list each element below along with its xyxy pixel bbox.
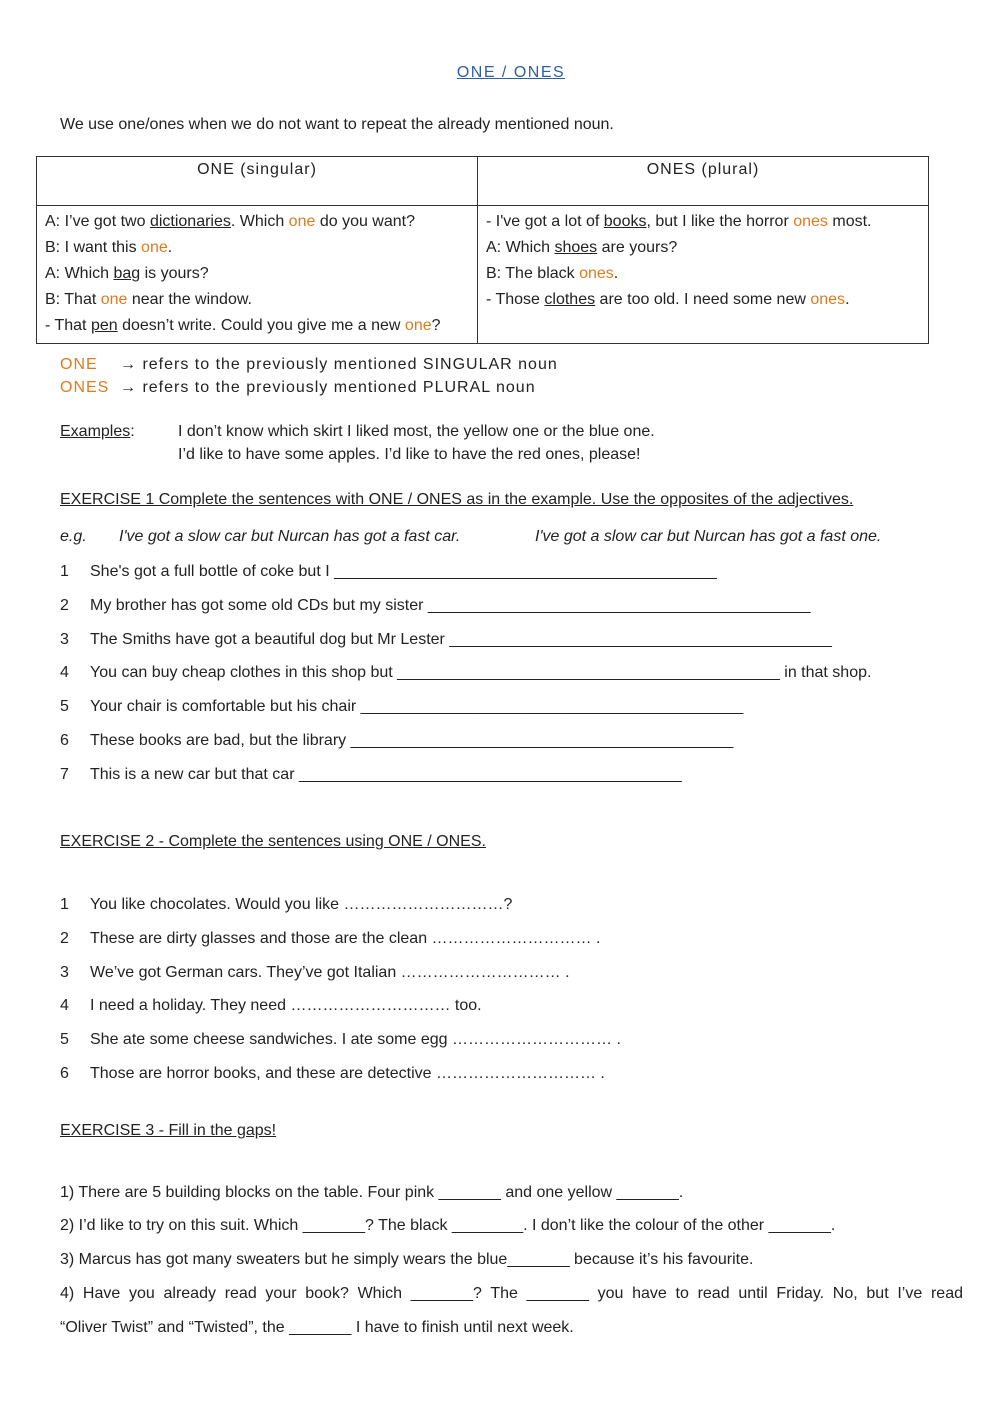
ex2-sentence: She ate some cheese sandwiches. I ate some egg ………………………… . [90,1031,621,1048]
ex3-sentence: 4) Have you already read your book? Which _______? The _______ you have to read until Friday. No, but I’ve read [60,1285,963,1302]
plural-line-1: - I've got a lot of books, but I like the horror ones most. [486,213,872,230]
ex1-num: 1 [60,563,69,580]
intro-text: We use one/ones when we do not want to repeat the already mentioned noun. [60,116,614,133]
ex1-sentence: These books are bad, but the library ___________________________________________ [90,732,734,749]
singular-line-3: A: Which bag is yours? [45,265,209,282]
ex3-sentence: 1) There are 5 building blocks on the table. Four pink _______ and one yellow _______. [60,1184,684,1201]
plural-line-3: B: The black ones. [486,265,619,282]
example-line-1: I don’t know which skirt I liked most, the yellow one or the blue one. [178,423,655,440]
plural-line-4: - Those clothes are too old. I need some new ones. [486,291,850,308]
ex2-sentence: Those are horror books, and these are detective ………………………… . [90,1065,605,1082]
ex1-sentence: The Smiths have got a beautiful dog but Mr Lester ___________________________________________ [90,631,832,648]
ex1-sentence: Your chair is comfortable but his chair ___________________________________________ [90,698,744,715]
ex2-num: 3 [60,964,69,981]
ex2-sentence: You like chocolates. Would you like …………………………? [90,896,513,913]
exercise3-heading: EXERCISE 3 - Fill in the gaps! [60,1122,277,1139]
exercise2-heading: EXERCISE 2 - Complete the sentences using ONE / ONES. [60,833,486,850]
exercise1-eg-answer: I've got a slow car but Nurcan has got a fast one. [535,528,882,545]
plural-line-2: A: Which shoes are yours? [486,239,678,256]
singular-examples [37,206,478,344]
ex1-num: 2 [60,597,69,614]
ex1-sentence: This is a new car but that car ___________________________________________ [90,766,682,783]
header-singular: ONE (singular) [37,157,478,206]
rule-ones: ONES → refers to the previously mentioned PLURAL noun [60,379,536,396]
ex2-sentence: I need a holiday. They need ………………………… too. [90,997,482,1014]
ex1-sentence: You can buy cheap clothes in this shop but ___________________________________________ in that shop. [90,664,872,681]
ex2-sentence: We’ve got German cars. They’ve got Italian ………………………… . [90,964,570,981]
example-line-2: I’d like to have some apples. I’d like to have the red ones, please! [178,446,641,463]
examples-label: Examples: [60,423,135,440]
singular-line-1: A: I’ve got two dictionaries. Which one do you want? [45,213,415,230]
exercise1-heading: EXERCISE 1 Complete the sentences with ONE / ONES as in the example. Use the opposites of the adjectives. [60,491,854,508]
ex2-sentence: These are dirty glasses and those are the clean ………………………… . [90,930,601,947]
ex3-sentence: 2) I’d like to try on this suit. Which _______? The black ________. I don’t like the colour of the other _______. [60,1217,836,1234]
singular-line-5: - That pen doesn’t write. Could you give me a new one? [45,317,441,334]
ex1-sentence: She's got a full bottle of coke but I ___________________________________________ [90,563,717,580]
ex1-num: 3 [60,631,69,648]
ex1-num: 7 [60,766,69,783]
ex1-num: 6 [60,732,69,749]
plural-examples [478,206,929,344]
ex2-num: 2 [60,930,69,947]
ex2-num: 5 [60,1031,69,1048]
ex2-num: 4 [60,997,69,1014]
ex2-num: 1 [60,896,69,913]
header-plural: ONES (plural) [478,157,929,206]
exercise1-eg-question: I've got a slow car but Nurcan has got a fast car. [119,528,461,545]
ex2-num: 6 [60,1065,69,1082]
singular-line-4: B: That one near the window. [45,291,252,308]
grammar-table [36,156,929,344]
page-title: ONE / ONES [456,64,566,81]
ex1-sentence: My brother has got some old CDs but my sister ___________________________________________ [90,597,811,614]
ex3-sentence-continued: “Oliver Twist” and “Twisted”, the _______ I have to finish until next week. [60,1319,574,1336]
ex3-sentence: 3) Marcus has got many sweaters but he simply wears the blue_______ because it’s his favourite. [60,1251,754,1268]
ex1-num: 5 [60,698,69,715]
rule-one: ONE → refers to the previously mentioned SINGULAR noun [60,356,558,373]
singular-line-2: B: I want this one. [45,239,173,256]
ex1-num: 4 [60,664,69,681]
exercise1-eg-label: e.g. [60,528,87,545]
